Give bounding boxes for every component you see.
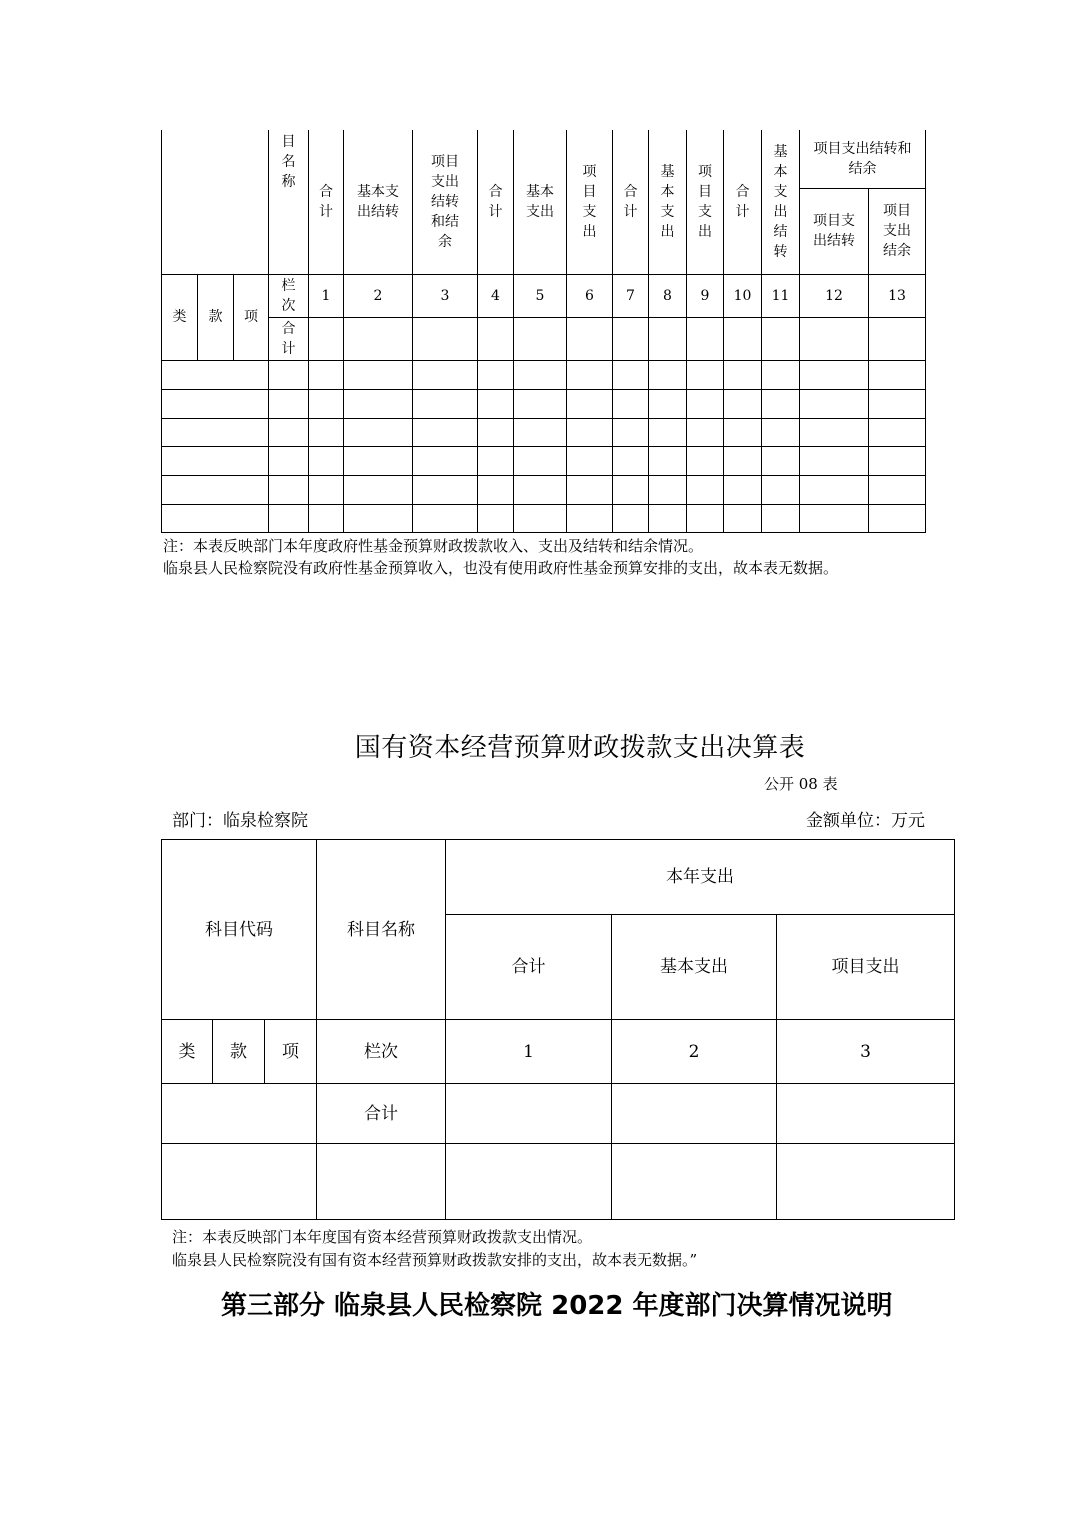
table-cell	[269, 389, 309, 418]
table-cell	[446, 1084, 612, 1144]
table-cell	[344, 418, 413, 446]
table-cell	[612, 1144, 777, 1220]
table-cell	[724, 360, 762, 389]
col-num: 9	[687, 274, 724, 317]
table-cell	[800, 418, 869, 446]
table-cell	[162, 360, 269, 389]
expense-header: 本年支出	[446, 840, 955, 915]
header-basic-expense-2: 基本支出	[649, 130, 687, 274]
table-cell	[612, 1084, 777, 1144]
table-cell	[269, 475, 309, 504]
header-project-expense: 项目支出	[777, 915, 955, 1020]
table-row	[162, 1084, 955, 1144]
table-cell	[649, 475, 687, 504]
total-label: 合计	[269, 317, 309, 360]
table-cell	[613, 389, 649, 418]
table-cell	[514, 360, 567, 389]
col-num: 8	[649, 274, 687, 317]
table-cell	[162, 504, 269, 532]
table-cell	[567, 418, 613, 446]
section-heading: 第三部分 临泉县人民检察院 2022 年度部门决算情况说明	[221, 1291, 893, 1321]
header-project-expense-2: 项目支出	[687, 130, 724, 274]
form-number: 公开 08 表	[764, 775, 838, 793]
table-cell	[762, 360, 800, 389]
total-label: 合计	[317, 1084, 446, 1144]
table-cell	[309, 475, 344, 504]
table-cell	[724, 475, 762, 504]
table-row	[162, 475, 926, 504]
table-cell	[567, 446, 613, 475]
col-num: 1	[309, 274, 344, 317]
header-project-carryover: 项目支出结转和结余	[413, 130, 478, 274]
state-capital-expense-table	[161, 839, 955, 1220]
table2-note-line2: 临泉县人民检察院没有国有资本经营预算财政拨款安排的支出，故本表无数据。”	[172, 1251, 698, 1269]
table-cell	[162, 389, 269, 418]
table-cell	[269, 360, 309, 389]
header-project-surplus-sub: 项目支出结余	[869, 188, 926, 274]
table-cell	[514, 504, 567, 532]
table-cell	[687, 418, 724, 446]
table-cell	[344, 475, 413, 504]
header-project-expense: 项目支出	[567, 130, 613, 274]
table-cell	[514, 317, 567, 360]
table-cell	[413, 317, 478, 360]
table-cell	[413, 446, 478, 475]
table-cell	[649, 418, 687, 446]
table-cell	[613, 317, 649, 360]
table-cell	[649, 504, 687, 532]
table-row	[162, 446, 926, 475]
table-cell	[687, 446, 724, 475]
table-cell	[724, 418, 762, 446]
col-num: 13	[869, 274, 926, 317]
code-label-kuan: 款	[213, 1020, 265, 1084]
col-num: 2	[344, 274, 413, 317]
table-cell	[567, 504, 613, 532]
table-cell	[413, 360, 478, 389]
table-cell	[613, 475, 649, 504]
table-cell	[309, 389, 344, 418]
table-cell	[777, 1084, 955, 1144]
code-label-xiang: 项	[234, 274, 269, 360]
table-cell	[800, 504, 869, 532]
table-cell	[413, 475, 478, 504]
table-cell	[724, 446, 762, 475]
header-basic-expense: 基本支出	[514, 130, 567, 274]
table-cell	[724, 389, 762, 418]
table-cell	[800, 475, 869, 504]
table-cell	[762, 389, 800, 418]
col-number-label: 栏次	[269, 274, 309, 317]
table-cell	[162, 418, 269, 446]
table-cell	[613, 446, 649, 475]
table-cell	[800, 360, 869, 389]
table-cell	[687, 317, 724, 360]
name-header: 科目名称	[317, 840, 446, 1020]
header-basic-carryover-2: 基本支出结转	[762, 130, 800, 274]
table-cell	[869, 418, 926, 446]
table-cell	[613, 360, 649, 389]
table-cell	[687, 389, 724, 418]
col-num: 3	[777, 1020, 955, 1084]
table-cell	[478, 389, 514, 418]
col-num: 3	[413, 274, 478, 317]
table-cell	[309, 317, 344, 360]
code-label-lei: 类	[162, 274, 198, 360]
name-header-cell: 目名称	[269, 130, 309, 274]
col-num: 4	[478, 274, 514, 317]
table-cell	[514, 446, 567, 475]
table-cell	[344, 360, 413, 389]
table-cell	[162, 475, 269, 504]
table-cell	[762, 317, 800, 360]
table-cell	[413, 504, 478, 532]
table-cell	[800, 317, 869, 360]
table-cell	[478, 418, 514, 446]
table-cell	[413, 389, 478, 418]
header-total: 合计	[309, 130, 344, 274]
header-total-2: 合计	[478, 130, 514, 274]
table-cell	[344, 317, 413, 360]
table-cell	[344, 446, 413, 475]
table-cell	[869, 389, 926, 418]
table-cell	[478, 504, 514, 532]
table-cell	[344, 504, 413, 532]
table-cell	[762, 504, 800, 532]
table-row	[162, 504, 926, 532]
table-cell	[478, 446, 514, 475]
code-header-cell	[162, 130, 269, 274]
table-cell	[613, 504, 649, 532]
table-cell	[413, 418, 478, 446]
col-num: 10	[724, 274, 762, 317]
col-number-label: 栏次	[317, 1020, 446, 1084]
table-cell	[869, 360, 926, 389]
table-cell	[869, 475, 926, 504]
col-num: 1	[446, 1020, 612, 1084]
table-row	[162, 389, 926, 418]
col-num: 6	[567, 274, 613, 317]
table-cell	[514, 418, 567, 446]
header-total-3: 合计	[613, 130, 649, 274]
col-num: 11	[762, 274, 800, 317]
col-num: 7	[613, 274, 649, 317]
table-cell	[567, 317, 613, 360]
table-cell	[446, 1144, 612, 1220]
table-cell	[567, 475, 613, 504]
col-num: 12	[800, 274, 869, 317]
table-row	[162, 360, 926, 389]
code-label-xiang: 项	[265, 1020, 317, 1084]
table1-note-line1: 注：本表反映部门本年度政府性基金预算财政拨款收入、支出及结转和结余情况。	[163, 537, 704, 555]
table-cell	[309, 360, 344, 389]
header-total: 合计	[446, 915, 612, 1020]
table-cell	[777, 1144, 955, 1220]
table-cell	[800, 389, 869, 418]
code-label-lei: 类	[162, 1020, 213, 1084]
table-cell	[762, 446, 800, 475]
header-project-group: 项目支出结转和结余	[800, 130, 926, 188]
table-cell	[613, 418, 649, 446]
header-project-carryover-sub: 项目支出结转	[800, 188, 869, 274]
table-cell	[649, 446, 687, 475]
table-cell	[309, 418, 344, 446]
table-cell	[478, 475, 514, 504]
table-cell	[762, 418, 800, 446]
table-cell	[269, 504, 309, 532]
table-cell	[269, 446, 309, 475]
table-cell	[162, 1084, 317, 1144]
col-num: 2	[612, 1020, 777, 1084]
unit-label: 金额单位：万元	[806, 811, 925, 831]
table2-title: 国有资本经营预算财政拨款支出决算表	[354, 733, 806, 763]
table-cell	[344, 389, 413, 418]
table-cell	[724, 317, 762, 360]
header-total-4: 合计	[724, 130, 762, 274]
table-cell	[649, 317, 687, 360]
col-num: 5	[514, 274, 567, 317]
table-cell	[869, 504, 926, 532]
table-cell	[162, 1144, 317, 1220]
government-fund-table	[161, 130, 926, 533]
table-cell	[724, 504, 762, 532]
table-row	[162, 418, 926, 446]
header-basic-carryover: 基本支出结转	[344, 130, 413, 274]
table-cell	[317, 1144, 446, 1220]
code-label-kuan: 款	[198, 274, 234, 360]
table-cell	[309, 446, 344, 475]
table-cell	[478, 317, 514, 360]
department-label: 部门：临泉检察院	[172, 811, 308, 831]
table-cell	[869, 317, 926, 360]
code-header: 科目代码	[162, 840, 317, 1020]
table-cell	[687, 504, 724, 532]
table-cell	[649, 389, 687, 418]
table-cell	[514, 475, 567, 504]
table-cell	[567, 360, 613, 389]
table2-note-line1: 注：本表反映部门本年度国有资本经营预算财政拨款支出情况。	[172, 1228, 593, 1246]
table-cell	[762, 475, 800, 504]
table-cell	[649, 360, 687, 389]
table-cell	[869, 446, 926, 475]
header-basic-expense: 基本支出	[612, 915, 777, 1020]
table-cell	[687, 475, 724, 504]
table-cell	[478, 360, 514, 389]
table-cell	[514, 389, 567, 418]
table1-note-line2: 临泉县人民检察院没有政府性基金预算收入，也没有使用政府性基金预算安排的支出，故本表无数据。	[163, 559, 839, 577]
table-cell	[309, 504, 344, 532]
table-cell	[567, 389, 613, 418]
table-cell	[162, 446, 269, 475]
table-cell	[269, 418, 309, 446]
table-row	[162, 1144, 955, 1220]
table-cell	[687, 360, 724, 389]
table-cell	[800, 446, 869, 475]
